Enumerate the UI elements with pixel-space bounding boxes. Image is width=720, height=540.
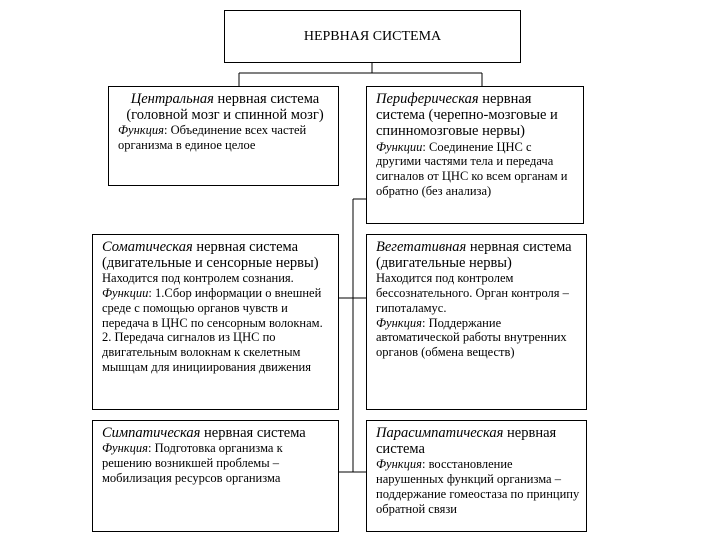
node-sympathetic <box>92 420 339 532</box>
parasympathetic-func-text: : восстановление нарушенных функций организма – поддержание гомеостаза по принципу обратной связи <box>376 457 580 516</box>
somatic-title-rest: нервная система (двигательные и сенсорные нервы) <box>102 239 319 272</box>
sympathetic-func-label: Функция <box>102 441 148 456</box>
node-somatic <box>92 234 339 410</box>
somatic-note: Находится под контролем сознания. <box>102 271 294 286</box>
parasympathetic-title-italic: Парасимпатическая <box>376 425 504 441</box>
node-central <box>108 86 339 186</box>
parasympathetic-title-rest: нервная система <box>376 425 557 458</box>
sympathetic-title-italic: Симпатическая <box>102 425 201 441</box>
autonomic-func-label: Функция <box>376 315 422 330</box>
peripheral-title-rest: нервная система (черепно-мозговые и спинномозговые нервы) <box>376 91 558 140</box>
central-title-rest: нервная система <box>213 91 320 107</box>
central-func-label: Функция <box>118 123 164 138</box>
node-parasympathetic <box>366 420 587 532</box>
peripheral-func-label: Функции <box>376 139 423 154</box>
peripheral-func-text: : Соединение ЦНС с другими частями тела и передача сигналов от ЦНС ко всем органам и обратно (без анализа) <box>376 139 568 198</box>
node-peripheral <box>366 86 584 224</box>
central-subtitle: (головной мозг и спинной мозг) <box>126 107 324 124</box>
autonomic-note: Находится под контролем бессознательного. Орган контроля – гипоталамус. <box>376 271 569 315</box>
central-func-text: : Объединение всех частей организма в единое целое <box>118 123 307 153</box>
autonomic-title-rest: нервная система (двигательные нервы) <box>376 239 572 272</box>
autonomic-title-italic: Вегетативная <box>376 239 467 255</box>
peripheral-title-italic: Периферическая <box>376 91 479 107</box>
somatic-func-text: : 1.Сбор информации о внешней среде с помощью органов чувств и передача в ЦНС по сенсорным волокнам. 2. Передача сигналов из ЦНС по двигательным волокнам к скелетным мышцам для инициирования движения <box>102 286 323 374</box>
somatic-func-label: Функции <box>102 286 149 301</box>
somatic-title-italic: Соматическая <box>102 239 193 255</box>
parasympathetic-func-label: Функция <box>376 457 422 472</box>
sympathetic-func-text: : Подготовка организма к решению возникшей проблемы – мобилизация ресурсов организма <box>102 441 283 485</box>
autonomic-func-text: : Поддержание автоматической работы внутренних органов (обмена веществ) <box>376 315 567 360</box>
central-title-italic: Центральная <box>130 91 214 107</box>
node-autonomic <box>366 234 587 410</box>
node-nervous-system <box>224 10 521 63</box>
root-title: НЕРВНАЯ СИСТЕМА <box>303 28 442 44</box>
sympathetic-title-rest: нервная система <box>200 425 306 441</box>
